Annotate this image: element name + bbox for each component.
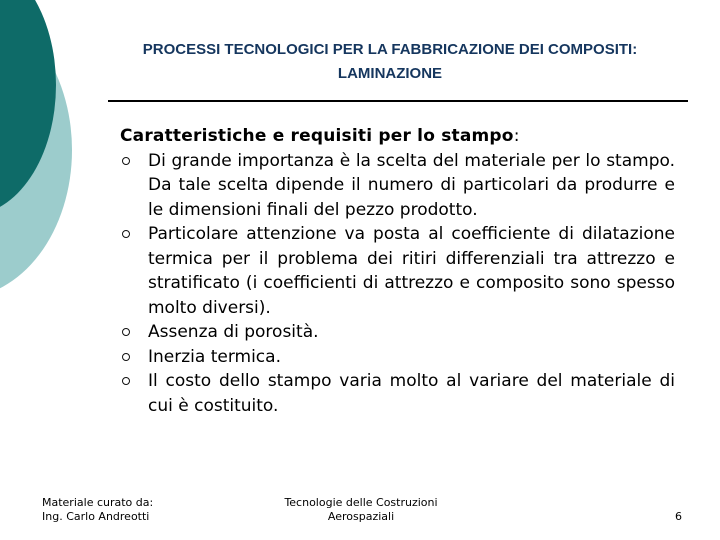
list-item-text: Il costo dello stampo varia molto al variare del materiale di cui è costituito. bbox=[148, 371, 675, 416]
circle-bullet-icon bbox=[122, 377, 130, 385]
list-item bbox=[120, 320, 675, 345]
section-heading bbox=[120, 124, 675, 149]
footer-course bbox=[248, 496, 474, 524]
bullet-list bbox=[120, 149, 675, 419]
list-item bbox=[120, 149, 675, 223]
list-item bbox=[120, 345, 675, 370]
slide-title bbox=[80, 38, 700, 86]
section-heading-text: Caratteristiche e requisiti per lo stampo bbox=[120, 126, 514, 146]
circle-bullet-icon bbox=[122, 157, 130, 165]
footer-course-line-1: Tecnologie delle Costruzioni bbox=[284, 496, 438, 509]
page-number: 6 bbox=[675, 510, 682, 523]
slide-title-line-1: PROCESSI TECNOLOGICI PER LA FABBRICAZIONE DEI COMPOSITI: bbox=[142, 41, 638, 58]
footer-author bbox=[42, 496, 153, 524]
slide-content bbox=[120, 124, 675, 418]
footer-author-line-1: Materiale curato da: bbox=[42, 496, 154, 509]
footer-author-line-2: Ing. Carlo Andreotti bbox=[42, 510, 150, 523]
list-item-text: Inerzia termica. bbox=[148, 346, 281, 367]
circle-bullet-icon bbox=[122, 353, 130, 361]
list-item-text: Particolare attenzione va posta al coefficiente di dilatazione termica per il problema dei ritiri differenziali tra attrezzo e stratificato (i coefficienti di attrezzo e composito sono spesso molto diversi). bbox=[148, 224, 675, 318]
list-item-text: Assenza di porosità. bbox=[148, 322, 319, 342]
list-item bbox=[120, 222, 675, 320]
list-item bbox=[120, 369, 675, 418]
circle-bullet-icon bbox=[122, 328, 130, 336]
footer-course-line-2: Aerospaziali bbox=[327, 510, 395, 523]
circle-bullet-icon bbox=[122, 230, 130, 238]
slide-title-line-2: LAMINAZIONE bbox=[337, 65, 443, 82]
list-item-text: Di grande importanza è la scelta del materiale per lo stampo. Da tale scelta dipende il numero di particolari da produrre e le dimensioni finali del pezzo prodotto. bbox=[148, 150, 675, 220]
title-divider bbox=[108, 100, 688, 102]
section-heading-colon: : bbox=[513, 126, 520, 146]
